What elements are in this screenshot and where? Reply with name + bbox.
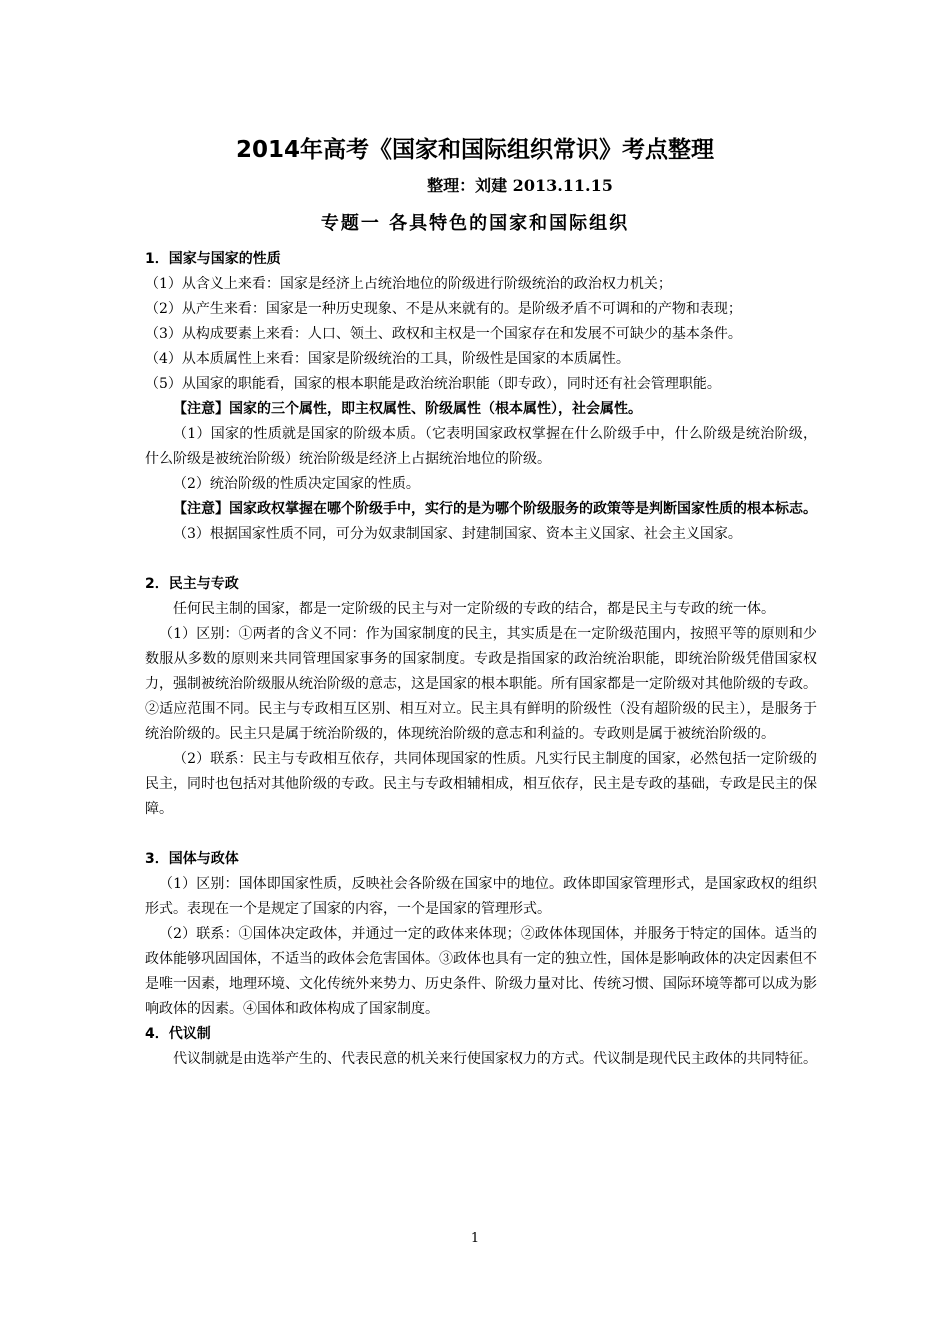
section-2-para-2: （1）区别：①两者的含义不同：作为国家制度的民主，其实质是在一定阶级范围内，按照平等的原则和少数服从多数的原则来共同管理国家事务的国家制度。专政是指国家的政治统治职能，即统治阶级凭借国家权力，强制被统治阶级服从统治阶级的意志，这是国家的根本职能。所有国家都是一定阶级对其他阶级的专政。②适应范围不同。民主与专政相互区别、相互对立。民主具有鲜明的阶级性（没有超阶级的民主），是服务于统治阶级的。民主只是属于统治阶级的，体现统治阶级的意志和利益的。专政则是属于被统治阶级的。 <box>145 626 817 742</box>
section-1-heading: 1．国家与国家的性质 <box>145 251 281 267</box>
document-body <box>145 247 817 1072</box>
section-1-para-6: （1）国家的性质就是国家的阶级本质。（它表明国家政权掌握在什么阶级手中，什么阶级是统治阶级，什么阶级是被统治阶级）统治阶级是经济上占据统治地位的阶级。 <box>145 426 817 467</box>
page-number: 1 <box>470 1231 480 1246</box>
section-1-para-8: （3）根据国家性质不同，可分为奴隶制国家、封建制国家、资本主义国家、社会主义国家。 <box>173 526 742 542</box>
section-1-note-1: 【注意】国家的三个属性，即主权属性、阶级属性（根本属性），社会属性。 <box>173 401 642 417</box>
section-1-para-2: （2）从产生来看：国家是一种历史现象、不是从来就有的。是阶级矛盾不可调和的产物和表现； <box>145 301 742 317</box>
author-line: 整理：刘建 2013.11.15 <box>427 176 613 195</box>
section-3-para-1: （1）区别：国体即国家性质，反映社会各阶级在国家中的地位。政体即国家管理形式，是国家政权的组织形式。表现在一个是规定了国家的内容，一个是国家的管理形式。 <box>145 876 817 917</box>
spacer <box>145 822 817 847</box>
document-title: 2014年高考《国家和国际组织常识》考点整理 <box>235 137 714 163</box>
section-1-note-2: 【注意】国家政权掌握在哪个阶级手中，实行的是为哪个阶级服务的政策等是判断国家性质的根本标志。 <box>173 501 817 517</box>
section-1-para-1: （1）从含义上来看：国家是经济上占统治地位的阶级进行阶级统治的政治权力机关； <box>145 276 672 292</box>
topic-heading: 专题一 各具特色的国家和国际组织 <box>320 213 630 234</box>
section-4-para-1: 代议制就是由选举产生的、代表民意的机关来行使国家权力的方式。代议制是现代民主政体的共同特征。 <box>173 1051 817 1067</box>
section-3-heading: 3．国体与政体 <box>145 851 239 867</box>
section-1-para-7: （2）统治阶级的性质决定国家的性质。 <box>173 476 420 492</box>
section-1-para-4: （4）从本质属性上来看：国家是阶级统治的工具，阶级性是国家的本质属性。 <box>145 351 630 367</box>
section-1-para-3: （3）从构成要素上来看：人口、领土、政权和主权是一个国家存在和发展不可缺少的基本条件。 <box>145 326 742 342</box>
section-2-heading: 2．民主与专政 <box>145 576 239 592</box>
section-2-para-1: 任何民主制的国家，都是一定阶级的民主与对一定阶级的专政的结合，都是民主与专政的统一体。 <box>173 601 775 617</box>
spacer <box>145 547 817 572</box>
section-4-heading: 4．代议制 <box>145 1026 211 1042</box>
section-1-para-5: （5）从国家的职能看，国家的根本职能是政治统治职能（即专政），同时还有社会管理职能。 <box>145 376 721 392</box>
section-2-para-3: （2）联系：民主与专政相互依存，共同体现国家的性质。凡实行民主制度的国家，必然包括一定阶级的民主，同时也包括对其他阶级的专政。民主与专政相辅相成，相互依存，民主是专政的基础，专政是民主的保障。 <box>145 751 817 817</box>
section-3-para-2: （2）联系：①国体决定政体，并通过一定的政体来体现；②政体体现国体，并服务于特定的国体。适当的政体能够巩固国体，不适当的政体会危害国体。③政体也具有一定的独立性，国体是影响政体的决定因素但不是唯一因素，地理环境、文化传统外来势力、历史条件、阶级力量对比、传统习惯、国际环境等都可以成为影响政体的因素。④国体和政体构成了国家制度。 <box>145 926 817 1017</box>
